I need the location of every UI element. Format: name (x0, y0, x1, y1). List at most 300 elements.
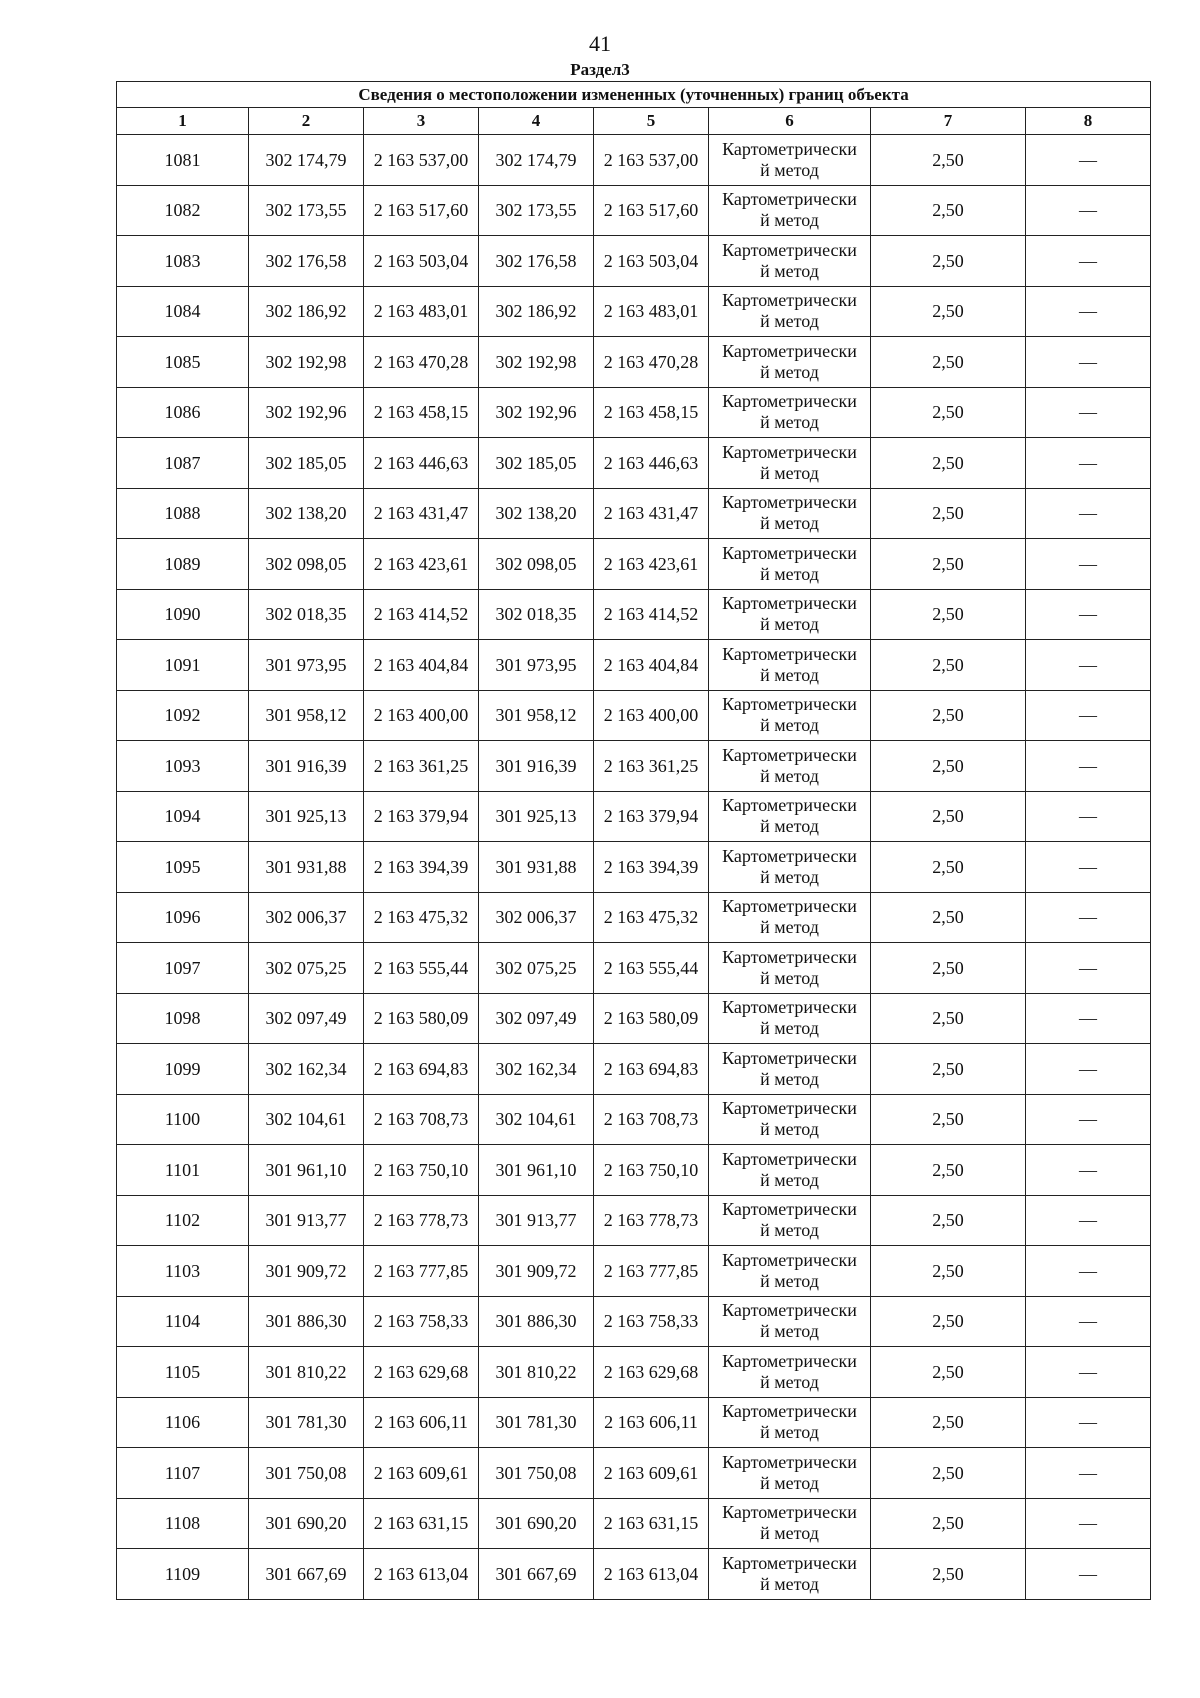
method-cell (709, 1498, 871, 1549)
x-new-cell: 302 098,05 (479, 539, 594, 590)
y-new-cell: 2 163 750,10 (594, 1145, 709, 1196)
x-new-cell: 302 186,92 (479, 286, 594, 337)
y-new-cell: 2 163 708,73 (594, 1094, 709, 1145)
description-cell: — (1026, 791, 1151, 842)
point-number-cell: 1099 (117, 1044, 249, 1095)
y-new-cell: 2 163 555,44 (594, 943, 709, 994)
column-number: 1 (117, 108, 249, 135)
x-new-cell: 302 104,61 (479, 1094, 594, 1145)
method-line-1: Картометрически (722, 1249, 857, 1270)
method-cell (709, 1246, 871, 1297)
description-cell: — (1026, 1094, 1151, 1145)
method-cell (709, 539, 871, 590)
x-new-cell: 301 913,77 (479, 1195, 594, 1246)
method-line-2: й метод (760, 311, 819, 332)
method-line-2: й метод (760, 1321, 819, 1342)
y-old-cell: 2 163 694,83 (364, 1044, 479, 1095)
accuracy-cell: 2,50 (871, 135, 1026, 186)
table-row (117, 1347, 1151, 1398)
method-line-1: Картометрически (722, 1552, 857, 1573)
point-number-cell: 1092 (117, 690, 249, 741)
point-number-cell: 1091 (117, 640, 249, 691)
table-row (117, 1397, 1151, 1448)
x-old-cell: 301 958,12 (249, 690, 364, 741)
method-cell (709, 438, 871, 489)
method-line-1: Картометрически (722, 1350, 857, 1371)
table-row (117, 387, 1151, 438)
method-line-1: Картометрически (722, 1401, 857, 1422)
accuracy-cell: 2,50 (871, 1094, 1026, 1145)
point-number-cell: 1100 (117, 1094, 249, 1145)
x-old-cell: 302 138,20 (249, 488, 364, 539)
description-cell: — (1026, 185, 1151, 236)
point-number-cell: 1104 (117, 1296, 249, 1347)
y-old-cell: 2 163 708,73 (364, 1094, 479, 1145)
point-number-cell: 1098 (117, 993, 249, 1044)
y-new-cell: 2 163 394,39 (594, 842, 709, 893)
description-cell: — (1026, 236, 1151, 287)
method-cell (709, 842, 871, 893)
table-row (117, 741, 1151, 792)
method-line-2: й метод (760, 1523, 819, 1544)
point-number-cell: 1084 (117, 286, 249, 337)
method-line-1: Картометрически (722, 1199, 857, 1220)
x-old-cell: 301 961,10 (249, 1145, 364, 1196)
method-line-1: Картометрически (722, 694, 857, 715)
x-new-cell: 301 916,39 (479, 741, 594, 792)
description-cell: — (1026, 1347, 1151, 1398)
table-row (117, 1094, 1151, 1145)
method-line-2: й метод (760, 260, 819, 281)
description-cell: — (1026, 1195, 1151, 1246)
method-line-2: й метод (760, 1371, 819, 1392)
method-cell (709, 387, 871, 438)
method-cell (709, 1296, 871, 1347)
section-label: Раздел3 (570, 60, 630, 79)
table-row (117, 135, 1151, 186)
x-old-cell: 302 176,58 (249, 236, 364, 287)
accuracy-cell: 2,50 (871, 690, 1026, 741)
accuracy-cell: 2,50 (871, 1397, 1026, 1448)
method-line-2: й метод (760, 1220, 819, 1241)
method-cell (709, 1347, 871, 1398)
description-cell: — (1026, 943, 1151, 994)
x-old-cell: 302 018,35 (249, 589, 364, 640)
accuracy-cell: 2,50 (871, 1347, 1026, 1398)
description-cell: — (1026, 1397, 1151, 1448)
x-old-cell: 302 097,49 (249, 993, 364, 1044)
description-cell: — (1026, 1448, 1151, 1499)
column-number: 7 (871, 108, 1026, 135)
accuracy-cell: 2,50 (871, 993, 1026, 1044)
description-cell: — (1026, 842, 1151, 893)
method-cell (709, 1549, 871, 1600)
x-new-cell: 302 174,79 (479, 135, 594, 186)
method-line-2: й метод (760, 513, 819, 534)
method-line-1: Картометрически (722, 845, 857, 866)
y-new-cell: 2 163 470,28 (594, 337, 709, 388)
description-cell: — (1026, 640, 1151, 691)
y-old-cell: 2 163 758,33 (364, 1296, 479, 1347)
table-row (117, 286, 1151, 337)
x-old-cell: 301 916,39 (249, 741, 364, 792)
description-cell: — (1026, 1498, 1151, 1549)
method-line-2: й метод (760, 1573, 819, 1594)
x-old-cell: 302 075,25 (249, 943, 364, 994)
method-line-1: Картометрически (722, 795, 857, 816)
method-line-2: й метод (760, 765, 819, 786)
accuracy-cell: 2,50 (871, 185, 1026, 236)
y-new-cell: 2 163 404,84 (594, 640, 709, 691)
description-cell: — (1026, 1296, 1151, 1347)
y-old-cell: 2 163 404,84 (364, 640, 479, 691)
method-line-1: Картометрически (722, 542, 857, 563)
method-cell (709, 892, 871, 943)
point-number-cell: 1088 (117, 488, 249, 539)
method-line-2: й метод (760, 1169, 819, 1190)
method-line-2: й метод (760, 412, 819, 433)
method-line-1: Картометрически (722, 138, 857, 159)
y-old-cell: 2 163 379,94 (364, 791, 479, 842)
table-row (117, 892, 1151, 943)
x-new-cell: 302 097,49 (479, 993, 594, 1044)
y-old-cell: 2 163 629,68 (364, 1347, 479, 1398)
y-old-cell: 2 163 777,85 (364, 1246, 479, 1297)
x-new-cell: 302 162,34 (479, 1044, 594, 1095)
y-old-cell: 2 163 555,44 (364, 943, 479, 994)
method-line-1: Картометрически (722, 744, 857, 765)
point-number-cell: 1107 (117, 1448, 249, 1499)
table-row (117, 993, 1151, 1044)
accuracy-cell: 2,50 (871, 640, 1026, 691)
y-old-cell: 2 163 606,11 (364, 1397, 479, 1448)
x-new-cell: 301 667,69 (479, 1549, 594, 1600)
method-cell (709, 337, 871, 388)
y-new-cell: 2 163 694,83 (594, 1044, 709, 1095)
method-cell (709, 690, 871, 741)
table-row (117, 943, 1151, 994)
page-number: 41 (589, 31, 611, 56)
y-new-cell: 2 163 475,32 (594, 892, 709, 943)
x-new-cell: 301 810,22 (479, 1347, 594, 1398)
table-row (117, 1498, 1151, 1549)
table-row (117, 236, 1151, 287)
table-row (117, 1296, 1151, 1347)
method-line-1: Картометрически (722, 391, 857, 412)
y-old-cell: 2 163 400,00 (364, 690, 479, 741)
method-cell (709, 943, 871, 994)
y-old-cell: 2 163 394,39 (364, 842, 479, 893)
method-line-2: й метод (760, 715, 819, 736)
table-row (117, 842, 1151, 893)
method-line-1: Картометрически (722, 340, 857, 361)
x-old-cell: 301 925,13 (249, 791, 364, 842)
table-title: Сведения о местоположении измененных (уточненных) границ объекта (117, 82, 1151, 108)
accuracy-cell: 2,50 (871, 1145, 1026, 1196)
point-number-cell: 1097 (117, 943, 249, 994)
column-number: 3 (364, 108, 479, 135)
accuracy-cell: 2,50 (871, 791, 1026, 842)
point-number-cell: 1103 (117, 1246, 249, 1297)
x-old-cell: 301 690,20 (249, 1498, 364, 1549)
boundary-coordinates-table (116, 81, 1151, 1600)
description-cell: — (1026, 337, 1151, 388)
x-old-cell: 302 006,37 (249, 892, 364, 943)
y-old-cell: 2 163 609,61 (364, 1448, 479, 1499)
x-old-cell: 302 192,98 (249, 337, 364, 388)
method-line-2: й метод (760, 614, 819, 635)
description-cell: — (1026, 539, 1151, 590)
x-new-cell: 301 925,13 (479, 791, 594, 842)
x-new-cell: 302 006,37 (479, 892, 594, 943)
y-new-cell: 2 163 631,15 (594, 1498, 709, 1549)
accuracy-cell: 2,50 (871, 387, 1026, 438)
description-cell: — (1026, 1145, 1151, 1196)
point-number-cell: 1108 (117, 1498, 249, 1549)
x-old-cell: 301 667,69 (249, 1549, 364, 1600)
method-line-2: й метод (760, 1119, 819, 1140)
column-number-row (117, 108, 1151, 135)
method-line-1: Картометрически (722, 997, 857, 1018)
x-new-cell: 302 173,55 (479, 185, 594, 236)
table-row (117, 488, 1151, 539)
description-cell: — (1026, 892, 1151, 943)
table-row (117, 438, 1151, 489)
y-new-cell: 2 163 414,52 (594, 589, 709, 640)
x-old-cell: 302 162,34 (249, 1044, 364, 1095)
description-cell: — (1026, 135, 1151, 186)
description-cell: — (1026, 1246, 1151, 1297)
method-line-2: й метод (760, 967, 819, 988)
x-new-cell: 301 958,12 (479, 690, 594, 741)
method-line-2: й метод (760, 462, 819, 483)
method-line-1: Картометрически (722, 896, 857, 917)
x-new-cell: 301 973,95 (479, 640, 594, 691)
y-old-cell: 2 163 778,73 (364, 1195, 479, 1246)
table-row (117, 1145, 1151, 1196)
accuracy-cell: 2,50 (871, 1246, 1026, 1297)
method-line-1: Картометрически (722, 290, 857, 311)
x-old-cell: 301 973,95 (249, 640, 364, 691)
y-new-cell: 2 163 537,00 (594, 135, 709, 186)
point-number-cell: 1085 (117, 337, 249, 388)
method-line-2: й метод (760, 563, 819, 584)
method-line-1: Картометрически (722, 1047, 857, 1068)
description-cell: — (1026, 589, 1151, 640)
method-cell (709, 488, 871, 539)
y-new-cell: 2 163 361,25 (594, 741, 709, 792)
y-new-cell: 2 163 580,09 (594, 993, 709, 1044)
y-new-cell: 2 163 777,85 (594, 1246, 709, 1297)
point-number-cell: 1109 (117, 1549, 249, 1600)
method-cell (709, 1448, 871, 1499)
x-old-cell: 301 913,77 (249, 1195, 364, 1246)
column-number: 8 (1026, 108, 1151, 135)
method-cell (709, 286, 871, 337)
y-new-cell: 2 163 629,68 (594, 1347, 709, 1398)
x-new-cell: 302 185,05 (479, 438, 594, 489)
description-cell: — (1026, 1549, 1151, 1600)
table-row (117, 539, 1151, 590)
x-new-cell: 301 690,20 (479, 1498, 594, 1549)
method-line-1: Картометрически (722, 1148, 857, 1169)
method-line-2: й метод (760, 1270, 819, 1291)
point-number-cell: 1096 (117, 892, 249, 943)
y-old-cell: 2 163 361,25 (364, 741, 479, 792)
y-new-cell: 2 163 400,00 (594, 690, 709, 741)
point-number-cell: 1089 (117, 539, 249, 590)
y-old-cell: 2 163 537,00 (364, 135, 479, 186)
method-line-2: й метод (760, 1472, 819, 1493)
method-cell (709, 589, 871, 640)
accuracy-cell: 2,50 (871, 1549, 1026, 1600)
method-cell (709, 135, 871, 186)
point-number-cell: 1093 (117, 741, 249, 792)
method-line-2: й метод (760, 361, 819, 382)
point-number-cell: 1106 (117, 1397, 249, 1448)
method-cell (709, 791, 871, 842)
x-old-cell: 301 781,30 (249, 1397, 364, 1448)
x-new-cell: 302 138,20 (479, 488, 594, 539)
y-old-cell: 2 163 517,60 (364, 185, 479, 236)
x-new-cell: 301 781,30 (479, 1397, 594, 1448)
x-old-cell: 302 098,05 (249, 539, 364, 590)
accuracy-cell: 2,50 (871, 488, 1026, 539)
x-old-cell: 301 909,72 (249, 1246, 364, 1297)
y-new-cell: 2 163 423,61 (594, 539, 709, 590)
accuracy-cell: 2,50 (871, 1296, 1026, 1347)
y-new-cell: 2 163 606,11 (594, 1397, 709, 1448)
y-new-cell: 2 163 379,94 (594, 791, 709, 842)
table-row (117, 185, 1151, 236)
x-new-cell: 301 961,10 (479, 1145, 594, 1196)
accuracy-cell: 2,50 (871, 236, 1026, 287)
x-old-cell: 302 173,55 (249, 185, 364, 236)
description-cell: — (1026, 286, 1151, 337)
method-cell (709, 1145, 871, 1196)
method-line-2: й метод (760, 159, 819, 180)
method-line-1: Картометрически (722, 189, 857, 210)
description-cell: — (1026, 741, 1151, 792)
method-line-1: Картометрически (722, 1300, 857, 1321)
method-line-1: Картометрически (722, 441, 857, 462)
method-line-1: Картометрически (722, 1098, 857, 1119)
x-old-cell: 301 886,30 (249, 1296, 364, 1347)
column-number: 5 (594, 108, 709, 135)
accuracy-cell: 2,50 (871, 589, 1026, 640)
method-line-2: й метод (760, 1018, 819, 1039)
table-row (117, 690, 1151, 741)
x-old-cell: 301 750,08 (249, 1448, 364, 1499)
method-line-1: Картометрически (722, 593, 857, 614)
method-line-1: Картометрически (722, 1451, 857, 1472)
accuracy-cell: 2,50 (871, 1044, 1026, 1095)
accuracy-cell: 2,50 (871, 892, 1026, 943)
x-old-cell: 301 810,22 (249, 1347, 364, 1398)
method-cell (709, 993, 871, 1044)
method-line-2: й метод (760, 1068, 819, 1089)
y-old-cell: 2 163 470,28 (364, 337, 479, 388)
x-new-cell: 302 192,96 (479, 387, 594, 438)
method-cell (709, 741, 871, 792)
point-number-cell: 1082 (117, 185, 249, 236)
accuracy-cell: 2,50 (871, 741, 1026, 792)
y-new-cell: 2 163 446,63 (594, 438, 709, 489)
table-row (117, 1195, 1151, 1246)
y-new-cell: 2 163 431,47 (594, 488, 709, 539)
method-cell (709, 1044, 871, 1095)
accuracy-cell: 2,50 (871, 337, 1026, 388)
method-line-2: й метод (760, 1422, 819, 1443)
y-old-cell: 2 163 613,04 (364, 1549, 479, 1600)
x-new-cell: 302 192,98 (479, 337, 594, 388)
table-row (117, 640, 1151, 691)
table-row (117, 1448, 1151, 1499)
method-line-2: й метод (760, 917, 819, 938)
y-old-cell: 2 163 446,63 (364, 438, 479, 489)
y-old-cell: 2 163 414,52 (364, 589, 479, 640)
y-old-cell: 2 163 631,15 (364, 1498, 479, 1549)
table-body (117, 135, 1151, 1600)
x-old-cell: 302 192,96 (249, 387, 364, 438)
y-new-cell: 2 163 517,60 (594, 185, 709, 236)
table-row (117, 1549, 1151, 1600)
y-old-cell: 2 163 475,32 (364, 892, 479, 943)
method-cell (709, 640, 871, 691)
y-old-cell: 2 163 483,01 (364, 286, 479, 337)
accuracy-cell: 2,50 (871, 438, 1026, 489)
accuracy-cell: 2,50 (871, 539, 1026, 590)
table-row (117, 1044, 1151, 1095)
y-old-cell: 2 163 431,47 (364, 488, 479, 539)
description-cell: — (1026, 387, 1151, 438)
method-line-1: Картометрически (722, 239, 857, 260)
x-new-cell: 302 176,58 (479, 236, 594, 287)
y-old-cell: 2 163 423,61 (364, 539, 479, 590)
accuracy-cell: 2,50 (871, 1498, 1026, 1549)
y-new-cell: 2 163 609,61 (594, 1448, 709, 1499)
x-new-cell: 301 886,30 (479, 1296, 594, 1347)
description-cell: — (1026, 690, 1151, 741)
y-old-cell: 2 163 503,04 (364, 236, 479, 287)
method-line-2: й метод (760, 816, 819, 837)
point-number-cell: 1087 (117, 438, 249, 489)
x-new-cell: 301 750,08 (479, 1448, 594, 1499)
y-new-cell: 2 163 458,15 (594, 387, 709, 438)
description-cell: — (1026, 1044, 1151, 1095)
method-line-2: й метод (760, 210, 819, 231)
method-cell (709, 185, 871, 236)
description-cell: — (1026, 438, 1151, 489)
method-cell (709, 1094, 871, 1145)
method-cell (709, 236, 871, 287)
table-row (117, 337, 1151, 388)
point-number-cell: 1102 (117, 1195, 249, 1246)
accuracy-cell: 2,50 (871, 1195, 1026, 1246)
point-number-cell: 1101 (117, 1145, 249, 1196)
y-new-cell: 2 163 483,01 (594, 286, 709, 337)
accuracy-cell: 2,50 (871, 842, 1026, 893)
method-line-1: Картометрически (722, 492, 857, 513)
y-new-cell: 2 163 503,04 (594, 236, 709, 287)
table-title-row (117, 82, 1151, 108)
method-line-2: й метод (760, 866, 819, 887)
point-number-cell: 1090 (117, 589, 249, 640)
column-number: 2 (249, 108, 364, 135)
table-row (117, 1246, 1151, 1297)
method-cell (709, 1195, 871, 1246)
y-old-cell: 2 163 750,10 (364, 1145, 479, 1196)
